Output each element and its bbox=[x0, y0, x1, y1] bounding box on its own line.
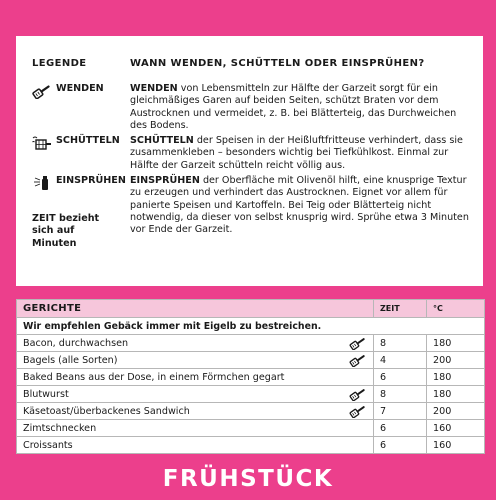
table-note-row bbox=[17, 318, 485, 335]
dish-name bbox=[17, 437, 374, 454]
dish-time: 4 bbox=[374, 352, 427, 369]
spatula-icon bbox=[349, 404, 367, 420]
dish-temp: 180 bbox=[427, 369, 485, 386]
paragraph-schuetteln bbox=[130, 135, 469, 172]
dish-temp: 180 bbox=[427, 386, 485, 403]
legend-row-schuetteln bbox=[32, 135, 469, 172]
spatula-icon bbox=[349, 387, 367, 403]
table-row bbox=[17, 335, 485, 352]
paragraph-einspruehen-bold: EINSPRÜHEN bbox=[130, 175, 200, 187]
paragraph-schuetteln-text: der Speisen in der Heißluftfritteuse verhindert, dass sie zusammenkleben – besonders wichtig bei Tiefkühlkost. Einmal zur Hälfte der Garzeit schütteln reicht völlig aus. bbox=[130, 135, 463, 171]
dish-time: 8 bbox=[374, 335, 427, 352]
dish-temp: 160 bbox=[427, 420, 485, 437]
dish-name bbox=[17, 420, 374, 437]
table-header-row bbox=[17, 300, 485, 318]
dishes-table-wrap bbox=[16, 299, 484, 454]
info-card bbox=[16, 36, 483, 286]
dish-label: Blutwurst bbox=[23, 388, 69, 400]
dish-label: Baked Beans aus der Dose, in einem Förmchen gegart bbox=[23, 371, 285, 383]
paragraph-schuetteln-bold: SCHÜTTELN bbox=[130, 135, 194, 147]
legend-row-wenden bbox=[32, 83, 469, 132]
legend-title: LEGENDE bbox=[32, 58, 87, 69]
legend-row-einspruehen bbox=[32, 175, 469, 250]
legend-item-einspruehen bbox=[32, 175, 130, 189]
dish-name bbox=[17, 403, 374, 420]
dish-name bbox=[17, 386, 374, 403]
dish-label: Käsetoast/überbackenes Sandwich bbox=[23, 405, 190, 417]
table-row bbox=[17, 369, 485, 386]
legend-label-wenden: WENDEN bbox=[56, 83, 104, 94]
info-heading: WANN WENDEN, SCHÜTTELN ODER EINSPRÜHEN? bbox=[130, 58, 425, 69]
legend-item-wenden bbox=[32, 83, 130, 97]
dish-temp: 160 bbox=[427, 437, 485, 454]
table-row bbox=[17, 386, 485, 403]
dish-name bbox=[17, 335, 374, 352]
dish-time: 6 bbox=[374, 437, 427, 454]
table-row bbox=[17, 403, 485, 420]
dishes-table bbox=[16, 299, 485, 454]
dish-temp: 180 bbox=[427, 335, 485, 352]
dish-temp: 200 bbox=[427, 352, 485, 369]
paragraph-wenden bbox=[130, 83, 469, 132]
dish-time: 6 bbox=[374, 420, 427, 437]
fryer-basket-icon bbox=[32, 135, 54, 149]
legend-label-schuetteln: SCHÜTTELN bbox=[56, 135, 120, 147]
legend-item-schuetteln bbox=[32, 135, 130, 149]
dish-temp: 200 bbox=[427, 403, 485, 420]
table-row bbox=[17, 437, 485, 454]
spatula-icon bbox=[32, 83, 54, 97]
dish-label: Bagels (alle Sorten) bbox=[23, 354, 118, 366]
table-row bbox=[17, 352, 485, 369]
legend-header-row bbox=[32, 58, 469, 70]
dish-name bbox=[17, 369, 374, 386]
paragraph-wenden-bold: WENDEN bbox=[130, 83, 178, 94]
dish-name bbox=[17, 352, 374, 369]
dish-label: Croissants bbox=[23, 439, 73, 451]
dish-time: 6 bbox=[374, 369, 427, 386]
paragraph-einspruehen bbox=[130, 175, 469, 250]
dish-time: 8 bbox=[374, 386, 427, 403]
dish-time: 7 bbox=[374, 403, 427, 420]
legend-label-einspruehen: EINSPRÜHEN bbox=[56, 175, 126, 187]
header-temp: °C bbox=[427, 300, 485, 318]
spatula-icon bbox=[349, 336, 367, 352]
dish-label: Bacon, durchwachsen bbox=[23, 337, 129, 349]
header-time: ZEIT bbox=[374, 300, 427, 318]
spray-icon bbox=[32, 175, 54, 189]
table-row bbox=[17, 420, 485, 437]
paragraph-wenden-text: von Lebensmitteln zur Hälfte der Garzeit sorgt für ein gleichmäßiges Garen auf beiden Seiten, schützt Braten vor dem Austrocknen und vermeidet, z. B. bei Blätterteig, das Durchweichen des Bodens. bbox=[130, 83, 457, 131]
dish-label: Zimtschnecken bbox=[23, 422, 97, 434]
zeit-note: ZEIT bezieht sich auf Minuten bbox=[32, 213, 100, 249]
page-title: FRÜHSTÜCK bbox=[162, 466, 334, 492]
header-dish: GERICHTE bbox=[17, 300, 374, 318]
table-note: Wir empfehlen Gebäck immer mit Eigelb zu bestreichen. bbox=[17, 318, 485, 335]
paragraph-einspruehen-text: der Oberfläche mit Olivenöl hilft, eine knusprige Textur zu erzeugen und verhindert das Austrocknen. Eignet vor allem für panierte Speisen und Kartoffeln. Bei Teig oder Blätterteig nicht notwendig, da dieser von selbst knusprig wird. Sprühe etwa 3 Minuten vor Ende der Garzeit. bbox=[130, 175, 469, 236]
spatula-icon bbox=[349, 353, 367, 369]
